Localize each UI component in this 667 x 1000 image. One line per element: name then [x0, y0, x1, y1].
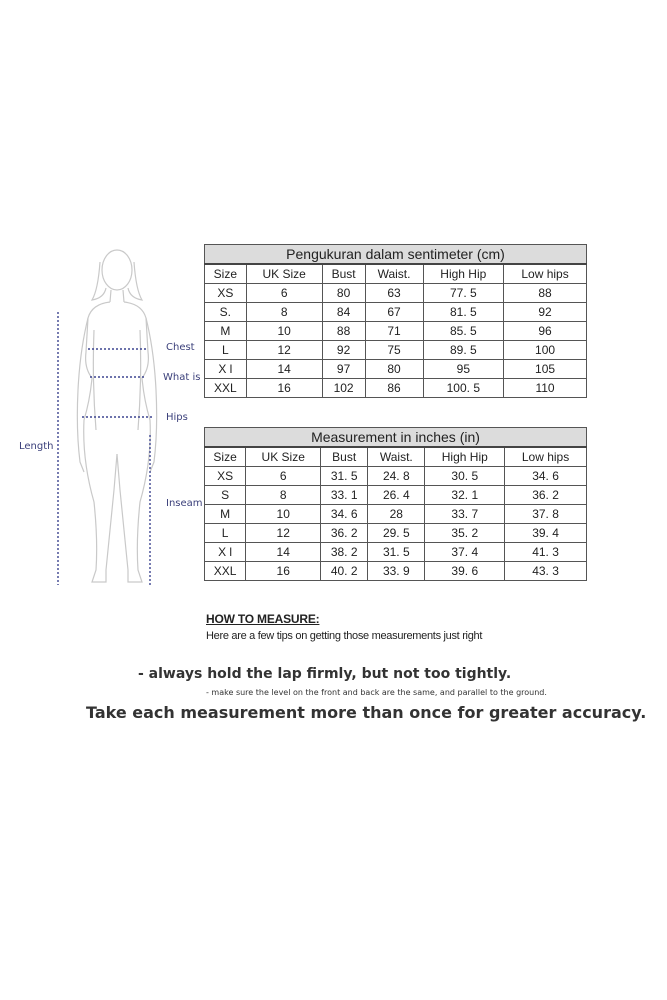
table-cell: 37. 4 [425, 543, 505, 562]
table-cell: 30. 5 [425, 467, 505, 486]
table-cell: 14 [246, 360, 322, 379]
table-cell: 8 [246, 303, 322, 322]
table-cell: 84 [322, 303, 365, 322]
table-row [205, 467, 587, 486]
table-cell: 80 [322, 284, 365, 303]
column-header: Low hips [505, 447, 587, 467]
table-cell: 97 [322, 360, 365, 379]
table-cell: 31. 5 [368, 543, 425, 562]
table-cell: 8 [246, 486, 321, 505]
table-cell: 71 [365, 322, 423, 341]
table-cell: 31. 5 [321, 467, 368, 486]
table-cell: L [205, 524, 246, 543]
column-header: UK Size [246, 447, 321, 467]
table-cell: 100 [504, 341, 587, 360]
table-cell: 88 [504, 284, 587, 303]
table-cell: 26. 4 [368, 486, 425, 505]
length-label: Length [19, 441, 54, 452]
table-title: Measurement in inches (in) [205, 428, 587, 448]
table-cell: S [205, 486, 246, 505]
table-cell: 33. 1 [321, 486, 368, 505]
table-cell: 12 [246, 341, 322, 360]
table-cell: 6 [246, 284, 322, 303]
table-cell: XS [205, 284, 247, 303]
tip-measure-twice: Take each measurement more than once for greater accuracy. [86, 703, 647, 722]
column-header: Waist. [368, 447, 425, 467]
table-row [205, 543, 587, 562]
column-header: UK Size [246, 264, 322, 284]
table-cell: 102 [322, 379, 365, 398]
table-cell: 33. 7 [425, 505, 505, 524]
table-cell: 6 [246, 467, 321, 486]
table-cell: 67 [365, 303, 423, 322]
column-header: Low hips [504, 264, 587, 284]
table-row [205, 303, 587, 322]
table-cell: 96 [504, 322, 587, 341]
table-cell: 89. 5 [423, 341, 504, 360]
how-to-measure [206, 612, 482, 642]
table-cell: X l [205, 360, 247, 379]
table-cell: 88 [322, 322, 365, 341]
table-row [205, 505, 587, 524]
column-header: Size [205, 264, 247, 284]
table-cell: 34. 6 [321, 505, 368, 524]
table-cell: 10 [246, 505, 321, 524]
table-cell: XXL [205, 379, 247, 398]
table-cell: 14 [246, 543, 321, 562]
table-row [205, 524, 587, 543]
table-cell: 40. 2 [321, 562, 368, 581]
how-to-intro: Here are a few tips on getting those measurements just right [206, 630, 483, 642]
inseam-label: Inseam [166, 498, 203, 509]
table-cell: 29. 5 [368, 524, 425, 543]
table-cell: 16 [246, 562, 321, 581]
table-row [205, 360, 587, 379]
column-header: High Hip [425, 447, 505, 467]
table-cell: 37. 8 [505, 505, 587, 524]
table-cell: 12 [246, 524, 321, 543]
table-cell: L [205, 341, 247, 360]
table-cell: 75 [365, 341, 423, 360]
body-figure [0, 240, 210, 600]
table-cell: 41. 3 [505, 543, 587, 562]
table-cell: 110 [504, 379, 587, 398]
table-cell: XS [205, 467, 246, 486]
table-cell: 86 [365, 379, 423, 398]
table-cell: 38. 2 [321, 543, 368, 562]
table-cell: 32. 1 [425, 486, 505, 505]
table-cell: 81. 5 [423, 303, 504, 322]
how-to-heading: HOW TO MEASURE: [206, 612, 320, 626]
table-cell: M [205, 322, 247, 341]
table-cell: X l [205, 543, 246, 562]
column-header: Bust [321, 447, 368, 467]
table-cell: 39. 4 [505, 524, 587, 543]
table-cell: 10 [246, 322, 322, 341]
table-title: Pengukuran dalam sentimeter (cm) [205, 245, 587, 265]
table-cell: 80 [365, 360, 423, 379]
table-cell: 39. 6 [425, 562, 505, 581]
column-header: Size [205, 447, 246, 467]
table-cell: 43. 3 [505, 562, 587, 581]
table-row [205, 341, 587, 360]
table-cell: 24. 8 [368, 467, 425, 486]
table-cell: M [205, 505, 246, 524]
size-table-cm [204, 244, 587, 398]
column-header: High Hip [423, 264, 504, 284]
table-row [205, 284, 587, 303]
table-cell: 33. 9 [368, 562, 425, 581]
table-cell: 92 [322, 341, 365, 360]
table-cell: XXL [205, 562, 246, 581]
table-cell: S. [205, 303, 247, 322]
table-row [205, 486, 587, 505]
table-cell: 105 [504, 360, 587, 379]
hips-label: Hips [166, 412, 188, 423]
size-table-inches [204, 427, 587, 581]
table-cell: 28 [368, 505, 425, 524]
table-cell: 77. 5 [423, 284, 504, 303]
table-cell: 95 [423, 360, 504, 379]
waist-label: What is [163, 372, 201, 383]
tip-hold-firmly: - always hold the lap firmly, but not too tightly. [138, 666, 512, 682]
table-row [205, 562, 587, 581]
column-header: Bust [322, 264, 365, 284]
table-cell: 16 [246, 379, 322, 398]
table-cell: 36. 2 [505, 486, 587, 505]
chest-label: Chest [166, 342, 195, 353]
table-cell: 36. 2 [321, 524, 368, 543]
table-cell: 92 [504, 303, 587, 322]
table-cell: 34. 6 [505, 467, 587, 486]
table-row [205, 379, 587, 398]
column-header: Waist. [365, 264, 423, 284]
tip-level-parallel: - make sure the level on the front and back are the same, and parallel to the ground. [206, 688, 547, 697]
table-row [205, 322, 587, 341]
table-cell: 35. 2 [425, 524, 505, 543]
table-cell: 85. 5 [423, 322, 504, 341]
table-cell: 63 [365, 284, 423, 303]
table-cell: 100. 5 [423, 379, 504, 398]
